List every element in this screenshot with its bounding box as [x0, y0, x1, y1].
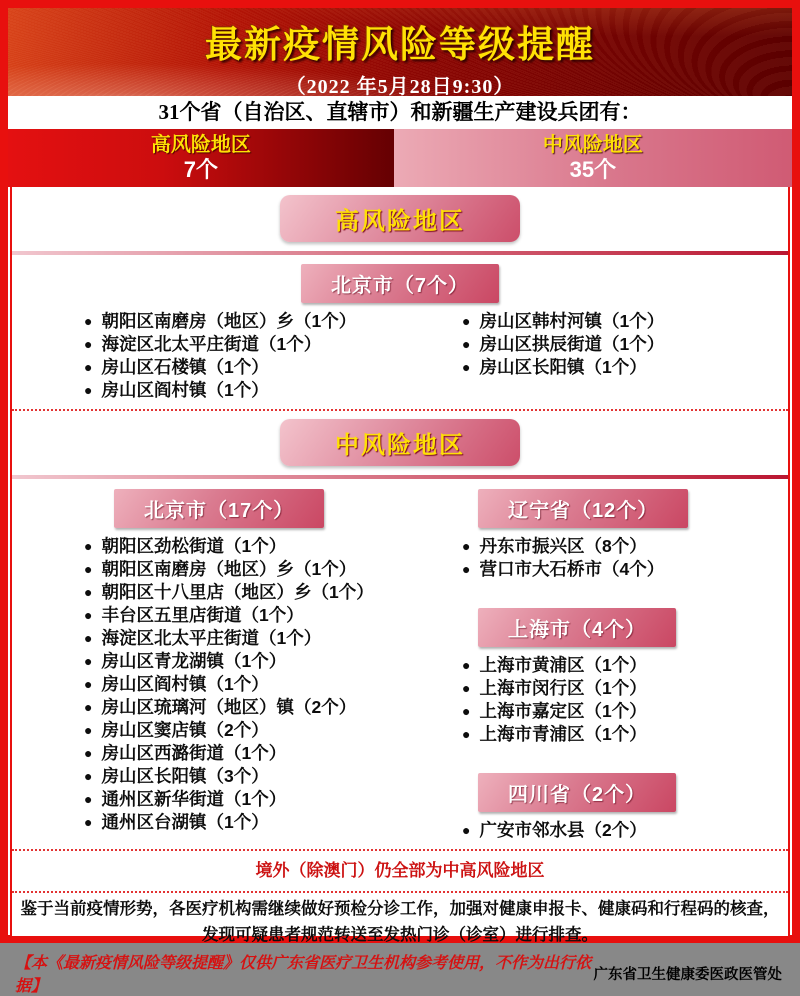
province-group-beijing: [12, 489, 400, 834]
region-list-item: [462, 535, 788, 558]
region-list: [462, 819, 788, 842]
province-group-shanghai: [400, 608, 788, 746]
province-badge-liaoning: 辽宁省（12个）: [478, 489, 688, 528]
region-label: 房山区青龙湖镇（1个）: [101, 651, 287, 671]
region-label: 房山区琉璃河（地区）镇（2个）: [101, 697, 357, 717]
province-badge-shanghai: 上海市（4个）: [478, 608, 676, 647]
high-risk-count: 7个: [183, 157, 218, 183]
overseas-note: 境外（除澳门）仍全部为中高风险地区: [255, 861, 545, 880]
medical-advice-text: 鉴于当前疫情形势，各医疗机构需继续做好预检分诊工作，加强对健康申报卡、健康码和行程码的核查，发现可疑患者规范转送至发热门诊（诊室）进行排查。: [20, 899, 780, 944]
bullet-icon: ●: [462, 822, 471, 838]
region-list-item: [84, 811, 400, 834]
region-label: 上海市黄浦区（1个）: [479, 655, 647, 675]
region-list-item: [462, 333, 788, 356]
bullet-icon: ●: [84, 359, 93, 375]
medium-risk-label: 中风险地区: [542, 134, 643, 157]
bullet-icon: ●: [84, 768, 93, 784]
bullet-icon: ●: [84, 676, 93, 692]
bullet-icon: ●: [84, 607, 93, 623]
region-list-item: [84, 788, 400, 811]
region-list-item: [462, 723, 788, 746]
region-list-item: [84, 604, 400, 627]
region-list-item: [462, 700, 788, 723]
region-label: 通州区新华街道（1个）: [101, 789, 287, 809]
region-label: 丹东市振兴区（8个）: [479, 536, 647, 556]
region-list-item: [84, 719, 400, 742]
medium-risk-col-left: [12, 489, 400, 842]
disclaimer-text: 【本《最新疫情风险等级提醒》仅供广东省医疗卫生机构参考使用，不作为出行依据】: [15, 955, 592, 995]
region-label: 丰台区五里店街道（1个）: [101, 605, 304, 625]
header-date: （2022 年5月28日9:30）: [285, 76, 515, 98]
bullet-icon: ●: [462, 703, 471, 719]
bullet-icon: ●: [462, 726, 471, 742]
region-list-item: [84, 356, 400, 379]
high-risk-section: [12, 255, 788, 402]
page-title: 最新疫情风险等级提醒: [205, 25, 595, 66]
region-label: 通州区台湖镇（1个）: [101, 812, 269, 832]
bullet-icon: ●: [84, 653, 93, 669]
region-label: 房山区韩村河镇（1个）: [479, 311, 665, 331]
bullet-icon: ●: [84, 791, 93, 807]
region-label: 朝阳区南磨房（地区）乡（1个）: [101, 559, 357, 579]
high-risk-summary: [8, 129, 394, 187]
region-list-item: [84, 673, 400, 696]
province-badge-sichuan: 四川省（2个）: [478, 773, 676, 812]
province-badge-beijing7: 北京市（7个）: [301, 264, 499, 303]
region-list: [84, 535, 400, 834]
bullet-icon: ●: [462, 313, 471, 329]
risk-summary-bar: [8, 129, 792, 187]
region-label: 朝阳区劲松街道（1个）: [101, 536, 287, 556]
bullet-icon: ●: [84, 584, 93, 600]
medium-risk-badge-row: [12, 411, 788, 475]
medium-risk-count: 35个: [569, 157, 617, 183]
footer-row: [12, 949, 788, 996]
bullet-icon: ●: [84, 336, 93, 352]
high-risk-col-right: [400, 303, 788, 402]
bullet-icon: ●: [462, 359, 471, 375]
medium-risk-summary: [394, 129, 792, 187]
region-label: 上海市嘉定区（1个）: [479, 701, 647, 721]
region-label: 房山区窦店镇（2个）: [101, 720, 269, 740]
bullet-icon: ●: [462, 561, 471, 577]
content-frame: [10, 187, 790, 995]
medium-risk-col-right: [400, 489, 788, 842]
bullet-icon: ●: [84, 745, 93, 761]
region-list-item: [84, 650, 400, 673]
header-banner: [8, 8, 792, 96]
region-list-item: [84, 379, 400, 402]
region-list-item: [84, 535, 400, 558]
bullet-icon: ●: [462, 336, 471, 352]
bullet-icon: ●: [84, 699, 93, 715]
medium-risk-section: [12, 479, 788, 842]
region-list-item: [462, 677, 788, 700]
region-list-item: [462, 356, 788, 379]
bullet-icon: ●: [462, 538, 471, 554]
region-list-item: [84, 765, 400, 788]
region-label: 广安市邻水县（2个）: [479, 820, 647, 840]
region-list-item: [84, 742, 400, 765]
region-label: 朝阳区十八里店（地区）乡（1个）: [101, 582, 374, 602]
region-list-item: [462, 654, 788, 677]
bullet-icon: ●: [462, 657, 471, 673]
high-risk-badge-row: [12, 187, 788, 251]
region-label: 房山区阎村镇（1个）: [101, 380, 269, 400]
region-list: [462, 535, 788, 581]
high-risk-col-left: [12, 303, 400, 402]
region-label: 上海市闵行区（1个）: [479, 678, 647, 698]
bullet-icon: ●: [84, 313, 93, 329]
region-label: 房山区长阳镇（3个）: [101, 766, 269, 786]
region-list: [462, 310, 788, 379]
high-risk-section-badge: 高风险地区: [280, 195, 520, 242]
region-list-item: [84, 627, 400, 650]
region-list-item: [462, 310, 788, 333]
region-label: 海淀区北太平庄街道（1个）: [101, 628, 322, 648]
high-risk-label: 高风险地区: [150, 134, 251, 157]
region-label: 营口市大石桥市（4个）: [479, 559, 665, 579]
subtitle-line: 31个省（自治区、直辖市）和新疆生产建设兵团有：: [8, 96, 792, 129]
region-list-item: [462, 558, 788, 581]
region-label: 房山区西潞街道（1个）: [101, 743, 287, 763]
region-list-item: [84, 696, 400, 719]
region-label: 房山区石楼镇（1个）: [101, 357, 269, 377]
region-list: [84, 310, 400, 402]
region-label: 房山区拱辰街道（1个）: [479, 334, 665, 354]
region-label: 朝阳区南磨房（地区）乡（1个）: [101, 311, 357, 331]
region-list: [462, 654, 788, 746]
region-list-item: [84, 581, 400, 604]
medium-risk-section-badge: 中风险地区: [280, 419, 520, 466]
region-label: 上海市青浦区（1个）: [479, 724, 647, 744]
bullet-icon: ●: [84, 538, 93, 554]
region-list-item: [84, 310, 400, 333]
bullet-icon: ●: [84, 630, 93, 646]
issuer-name: 广东省卫生健康委医政医管处: [593, 966, 782, 983]
bullet-icon: ●: [84, 561, 93, 577]
region-label: 海淀区北太平庄街道（1个）: [101, 334, 322, 354]
bullet-icon: ●: [462, 680, 471, 696]
province-group-sichuan: [400, 773, 788, 842]
region-list-item: [84, 558, 400, 581]
bullet-icon: ●: [84, 382, 93, 398]
region-list-item: [84, 333, 400, 356]
region-label: 房山区长阳镇（1个）: [479, 357, 647, 377]
bullet-icon: ●: [84, 722, 93, 738]
province-badge-beijing17: 北京市（17个）: [114, 489, 324, 528]
bullet-icon: ●: [84, 814, 93, 830]
region-label: 房山区阎村镇（1个）: [101, 674, 269, 694]
region-list-item: [462, 819, 788, 842]
province-group-liaoning: [400, 489, 788, 581]
